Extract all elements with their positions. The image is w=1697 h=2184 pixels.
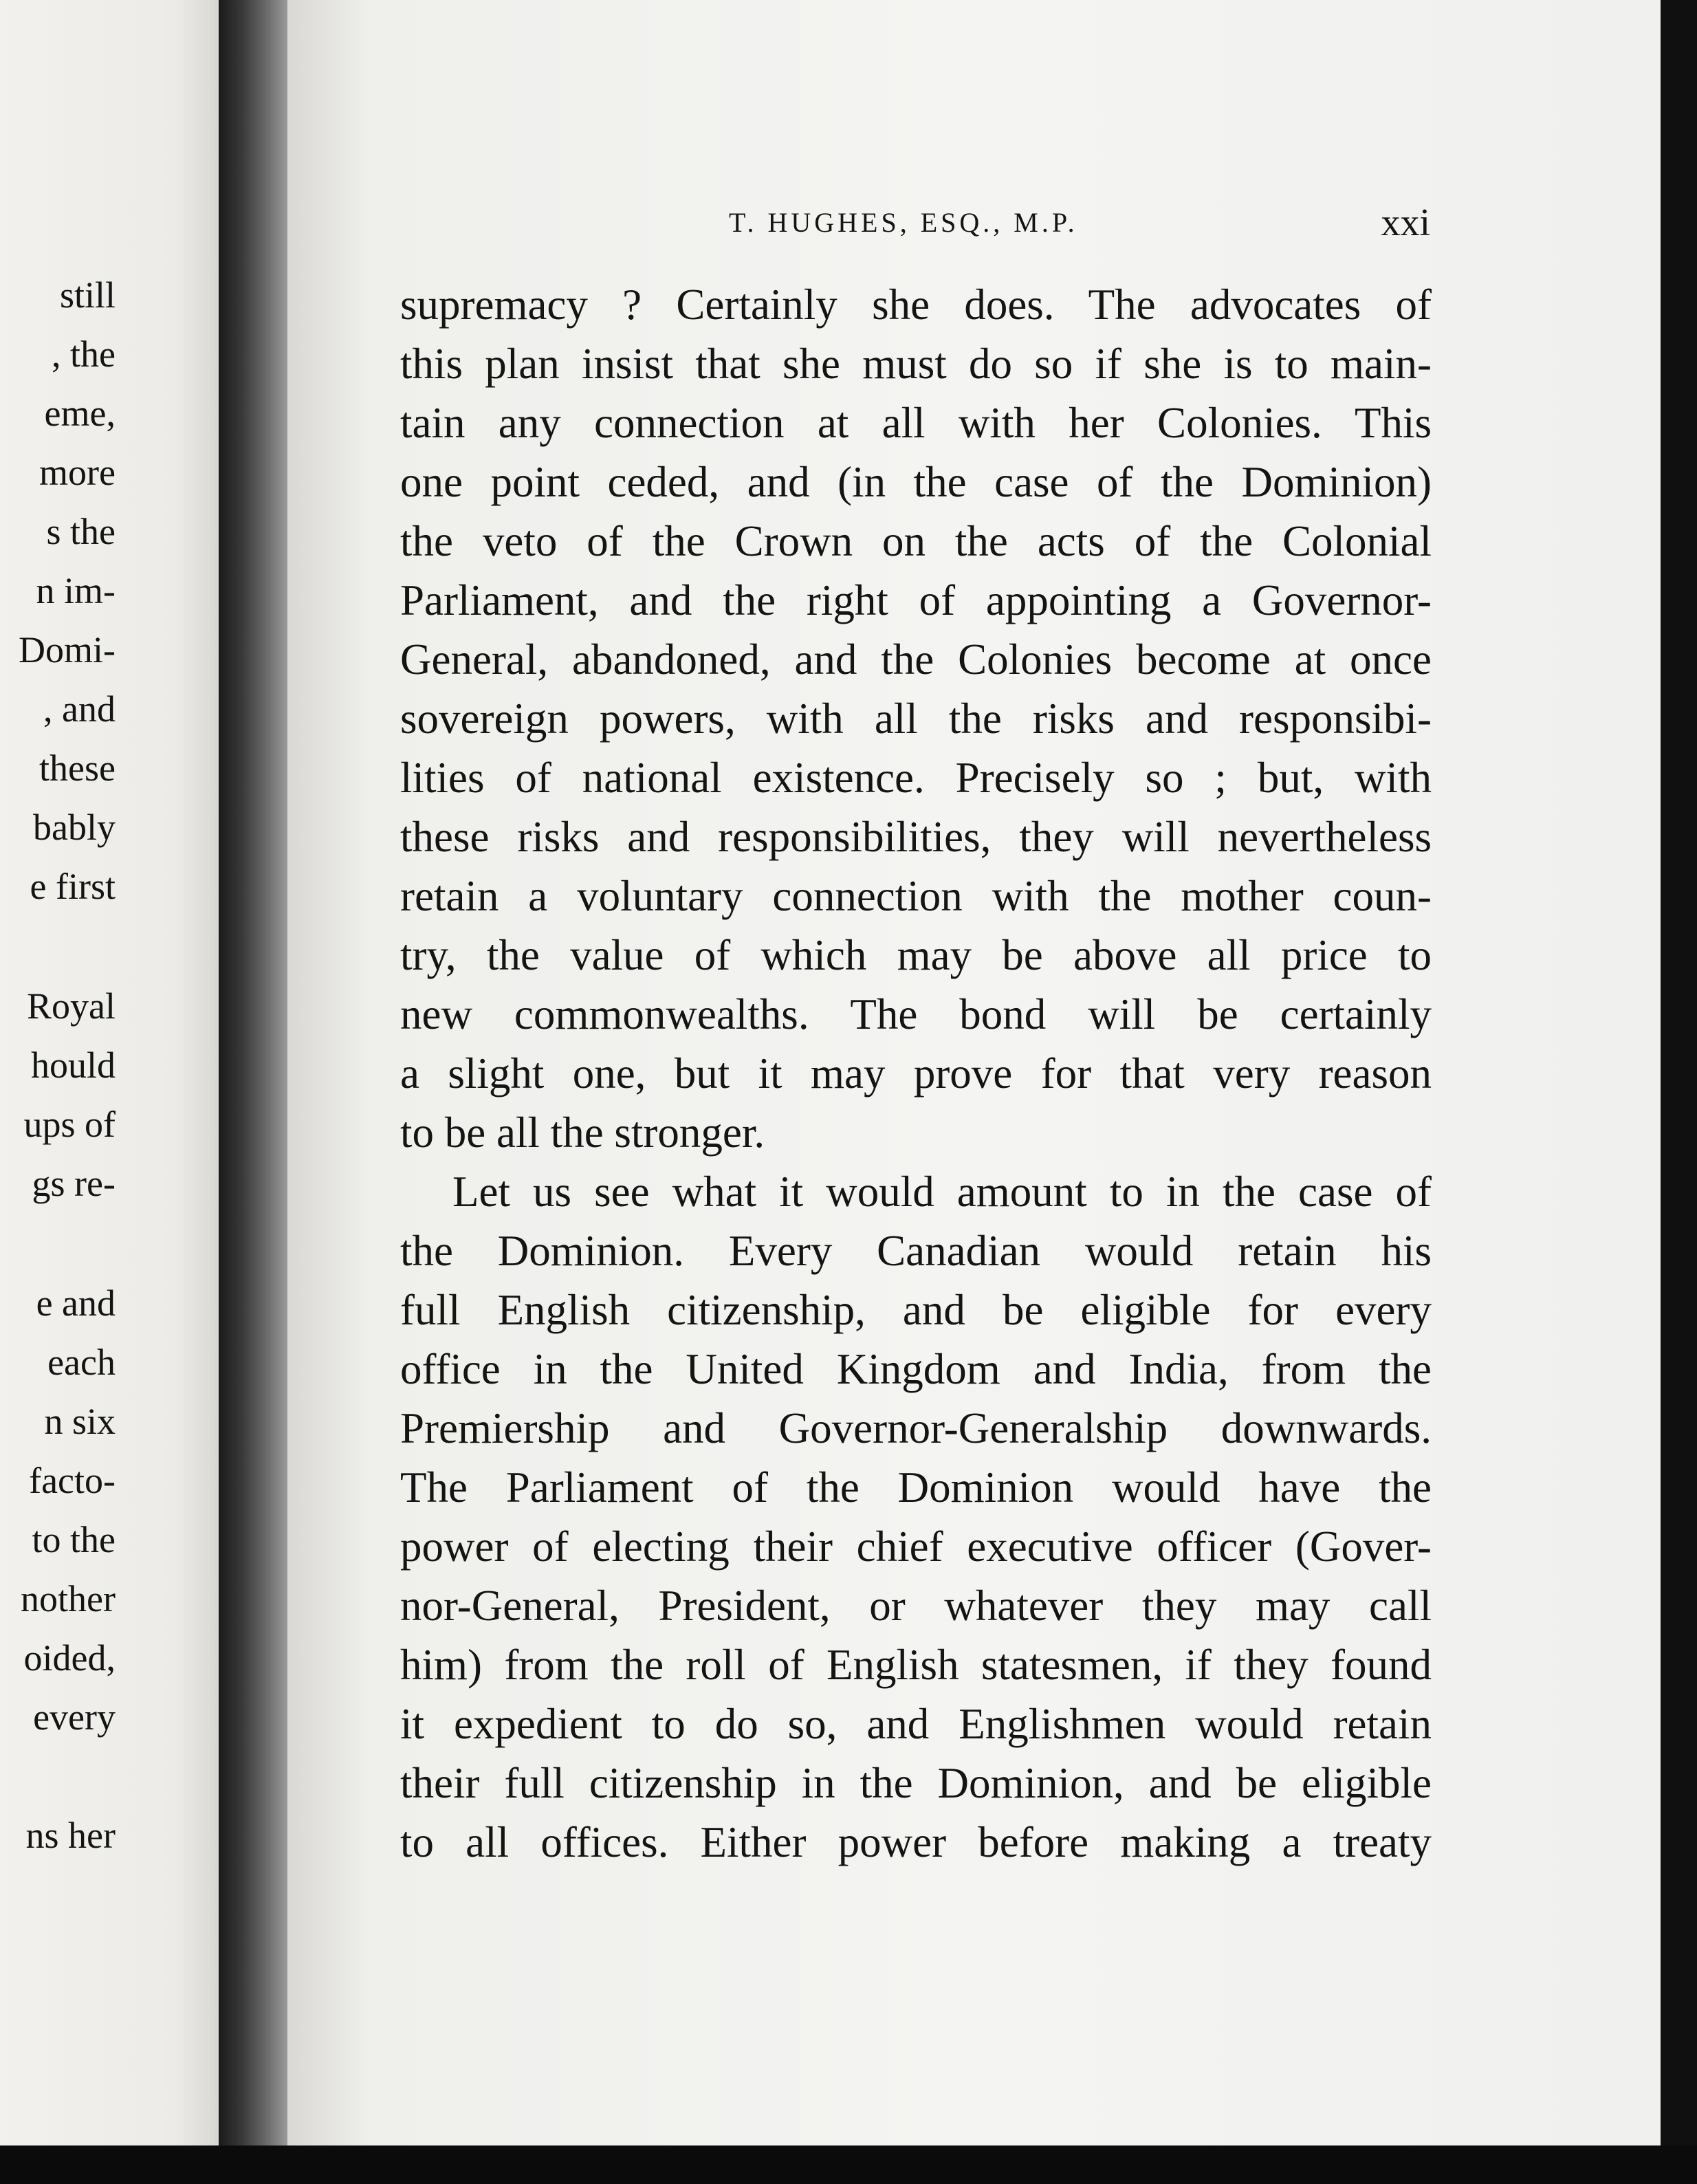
page-number: xxi (1381, 201, 1430, 244)
left-page-line: hould (30, 1045, 116, 1086)
text-line: these risks and responsibilities, they will nevertheless (400, 813, 1432, 861)
left-page-line: Royal (27, 985, 116, 1027)
left-page-line: gs re- (32, 1163, 116, 1204)
left-page-fragment (0, 0, 219, 2145)
text-line: Let us see what it would amount to in the case of (452, 1168, 1432, 1216)
left-page-line: every (33, 1696, 116, 1738)
left-page-line: e first (30, 866, 116, 907)
text-line: him) from the roll of English statesmen, if they found (400, 1641, 1432, 1689)
left-page-line: bably (33, 807, 116, 848)
left-page-line: nother (21, 1578, 116, 1619)
left-page-line: facto- (29, 1460, 116, 1501)
text-line: the veto of the Crown on the acts of the Colonial (400, 517, 1432, 565)
text-line: Premiership and Governor-Generalship downwards. (400, 1404, 1432, 1452)
left-page-line: n im- (36, 570, 116, 611)
text-line: this plan insist that she must do so if she is to main- (400, 340, 1432, 388)
left-page-line: each (47, 1342, 116, 1383)
left-page-line: to the (32, 1519, 116, 1560)
text-line: to all offices. Either power before making a treaty (400, 1818, 1432, 1866)
text-line: supremacy ? Certainly she does. The advocates of (400, 281, 1432, 329)
scan-border-bottom (0, 2145, 1697, 2184)
left-page-line: s the (46, 511, 116, 552)
text-line: one point ceded, and (in the case of the Dominion) (400, 458, 1432, 506)
book-gutter-shadow (219, 0, 287, 2184)
text-line: full English citizenship, and be eligible for every (400, 1286, 1432, 1334)
text-line: Parliament, and the right of appointing a Governor- (400, 576, 1432, 624)
left-page-line: Domi- (19, 629, 116, 670)
left-page-line: ups of (23, 1104, 116, 1145)
body-text (400, 275, 1432, 1872)
running-title: T. HUGHES, ESQ., M.P. (729, 207, 1078, 238)
left-page-line: , and (43, 688, 116, 730)
text-line: General, abandoned, and the Colonies become at once (400, 635, 1432, 684)
text-line: the Dominion. Every Canadian would retain his (400, 1227, 1432, 1275)
text-line: to be all the stronger. (400, 1109, 765, 1157)
left-page-line: n six (44, 1401, 116, 1442)
text-line: retain a voluntary connection with the mother coun- (400, 872, 1432, 920)
left-page-line: eme, (44, 393, 116, 434)
text-line: sovereign powers, with all the risks and responsibi- (400, 695, 1432, 743)
left-page-line: still (59, 274, 116, 316)
left-page-line: e and (36, 1282, 116, 1324)
text-line: a slight one, but it may prove for that very reason (400, 1049, 1432, 1098)
text-line: it expedient to do so, and Englishmen would retain (400, 1700, 1432, 1748)
text-line: power of electing their chief executive officer (Gover- (400, 1522, 1432, 1571)
running-head (413, 201, 1430, 242)
text-line: new commonwealths. The bond will be certainly (400, 990, 1432, 1038)
text-line: office in the United Kingdom and India, from the (400, 1345, 1432, 1393)
left-page-line: ns her (25, 1815, 116, 1856)
text-line: nor-General, President, or whatever they may call (400, 1582, 1432, 1630)
left-page-line: these (39, 747, 116, 789)
scan-border-right (1661, 0, 1697, 2184)
left-page-line: oided, (23, 1637, 116, 1679)
left-page-line: more (39, 452, 116, 493)
left-page-line: , the (52, 334, 116, 375)
text-line: tain any connection at all with her Colonies. This (400, 399, 1432, 447)
text-line: their full citizenship in the Dominion, and be eligible (400, 1759, 1432, 1807)
text-line: lities of national existence. Precisely so ; but, with (400, 754, 1432, 802)
text-line: The Parliament of the Dominion would have the (400, 1463, 1432, 1511)
text-line: try, the value of which may be above all price to (400, 931, 1432, 979)
